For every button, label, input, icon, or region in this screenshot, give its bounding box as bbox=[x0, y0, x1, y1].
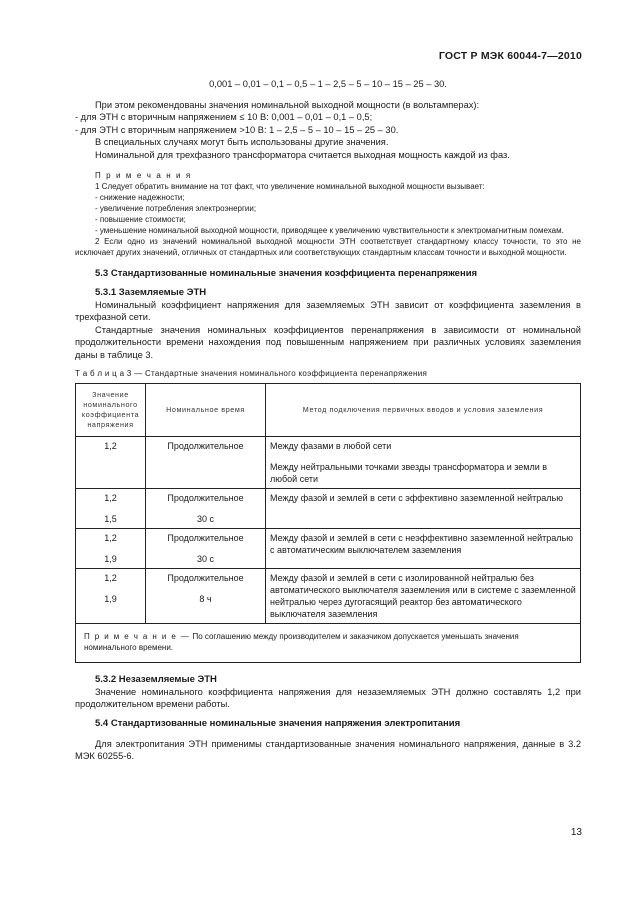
paragraph: Номинальной для трехфазного трансформатора считается выходная мощность каждой из фаз. bbox=[95, 149, 510, 160]
table-note-row bbox=[76, 623, 581, 662]
note-bullet: - повышение стоимости; bbox=[95, 214, 186, 224]
table-note bbox=[76, 623, 581, 662]
note-bullet: - увеличение потребления электроэнергии; bbox=[95, 203, 257, 213]
table-header-row bbox=[76, 383, 581, 436]
subsection-heading: 5.3.1 Заземляемые ЭТН bbox=[95, 286, 207, 298]
table-cell: Между фазой и землей в сети с неэффективно заземленной нейтралью с автоматическим выключателем заземления bbox=[266, 528, 581, 568]
table-cell: 1,2 1,9 bbox=[76, 568, 146, 623]
paragraph: Для электропитания ЭТН применимы стандартизованные значения номинального напряжения, данные в 3.2 МЭК 60255-6. bbox=[75, 738, 581, 762]
table-cell: Между фазой и землей в сети с изолированной нейтралью без автоматического выключателя заземления или в системе с заземленной нейтралью через дугогасящий реактор без автоматического выключателя заземления bbox=[266, 568, 581, 623]
paragraph: При этом рекомендованы значения номинальной выходной мощности (в вольтамперах): bbox=[95, 99, 480, 110]
table-cell: Продолжительное 8 ч bbox=[146, 568, 266, 623]
table-cell: Между фазами в любой сети Между нейтральными точками звезды трансформатора и земли в любой сети bbox=[266, 436, 581, 488]
paragraph: Номинальный коэффициент напряжения для заземляемых ЭТН зависит от коэффициента заземления в трехфазной сети. bbox=[75, 299, 581, 323]
column-header: Значение номинального коэффициента напряжения bbox=[76, 383, 146, 436]
table-cell: 1,2 1,5 bbox=[76, 488, 146, 528]
table-cell: Между фазой и землей в сети с эффективно заземленной нейтралью bbox=[266, 488, 581, 528]
table-row bbox=[76, 528, 581, 568]
table-caption: Т а б л и ц а 3 — Стандартные значения номинального коэффициента перенапряжения bbox=[75, 368, 428, 378]
note-bullet: - снижение надежности; bbox=[95, 192, 185, 202]
table-row bbox=[76, 568, 581, 623]
note-bullet: - уменьшение номинальной выходной мощности, приводящее к увеличению чувствительности к электромагнитным помехам. bbox=[95, 225, 564, 235]
overvoltage-table bbox=[75, 383, 581, 663]
table-row bbox=[76, 436, 581, 488]
table-cell: Продолжительное 30 с bbox=[146, 488, 266, 528]
paragraph: - для ЭТН с вторичным напряжением >10 В: 1 – 2,5 – 5 – 10 – 15 – 25 – 30. bbox=[75, 124, 399, 135]
power-series: 0,001 – 0,01 – 0,1 – 0,5 – 1 – 2,5 – 5 – 10 – 15 – 25 – 30. bbox=[209, 79, 447, 89]
table-note-text: По соглашению между производителем и заказчиком допускается уменьшать значения номинального времени. bbox=[84, 631, 519, 652]
notes-heading: П р и м е ч а н и я bbox=[95, 170, 192, 180]
page-content bbox=[75, 78, 581, 763]
table-note-label: П р и м е ч а н и е — bbox=[84, 631, 191, 641]
table-cell: 1,2 1,9 bbox=[76, 528, 146, 568]
paragraph: Стандартные значения номинальных коэффициентов перенапряжения в зависимости от номинальной продолжительности времени нахождения под повышенным напряжением при различных условиях заземления даны в таблице 3. bbox=[75, 324, 581, 360]
table-cell: Продолжительное bbox=[146, 436, 266, 488]
table-cell: Продолжительное 30 с bbox=[146, 528, 266, 568]
table-row bbox=[76, 488, 581, 528]
page-number: 13 bbox=[570, 827, 582, 838]
paragraph: - для ЭТН с вторичным напряжением ≤ 10 В: 0,001 – 0,01 – 0,1 – 0,5; bbox=[75, 112, 373, 123]
note-item: 2 Если одно из значений номинальной выходной мощности ЭТН соответствует стандартному классу точности, то это не исключает других значений, отличных от стандартных или соответствующих стандартным классам точности и выходной мощности. bbox=[75, 236, 581, 257]
section-heading: 5.4 Стандартизованные номинальные значения напряжения электропитания bbox=[95, 717, 461, 729]
subsection-heading: 5.3.2 Незаземляемые ЭТН bbox=[95, 673, 217, 685]
paragraph: Значение номинального коэффициента напряжения для незаземляемых ЭТН должно составлять 1,2 при продолжительном времени работы. bbox=[75, 686, 581, 710]
table-cell: 1,2 bbox=[76, 436, 146, 488]
column-header: Метод подключения первичных вводов и условия заземления bbox=[266, 383, 581, 436]
column-header: Номинальное время bbox=[146, 383, 266, 436]
section-heading: 5.3 Стандартизованные номинальные значения коэффициента перенапряжения bbox=[95, 267, 478, 279]
note-item: 1 Следует обратить внимание на тот факт, что увеличение номинальной выходной мощности вызывает: bbox=[95, 181, 485, 191]
page-header: ГОСТ Р МЭК 60044-7—2010 bbox=[438, 50, 582, 62]
paragraph: В специальных случаях могут быть использованы другие значения. bbox=[95, 137, 389, 148]
